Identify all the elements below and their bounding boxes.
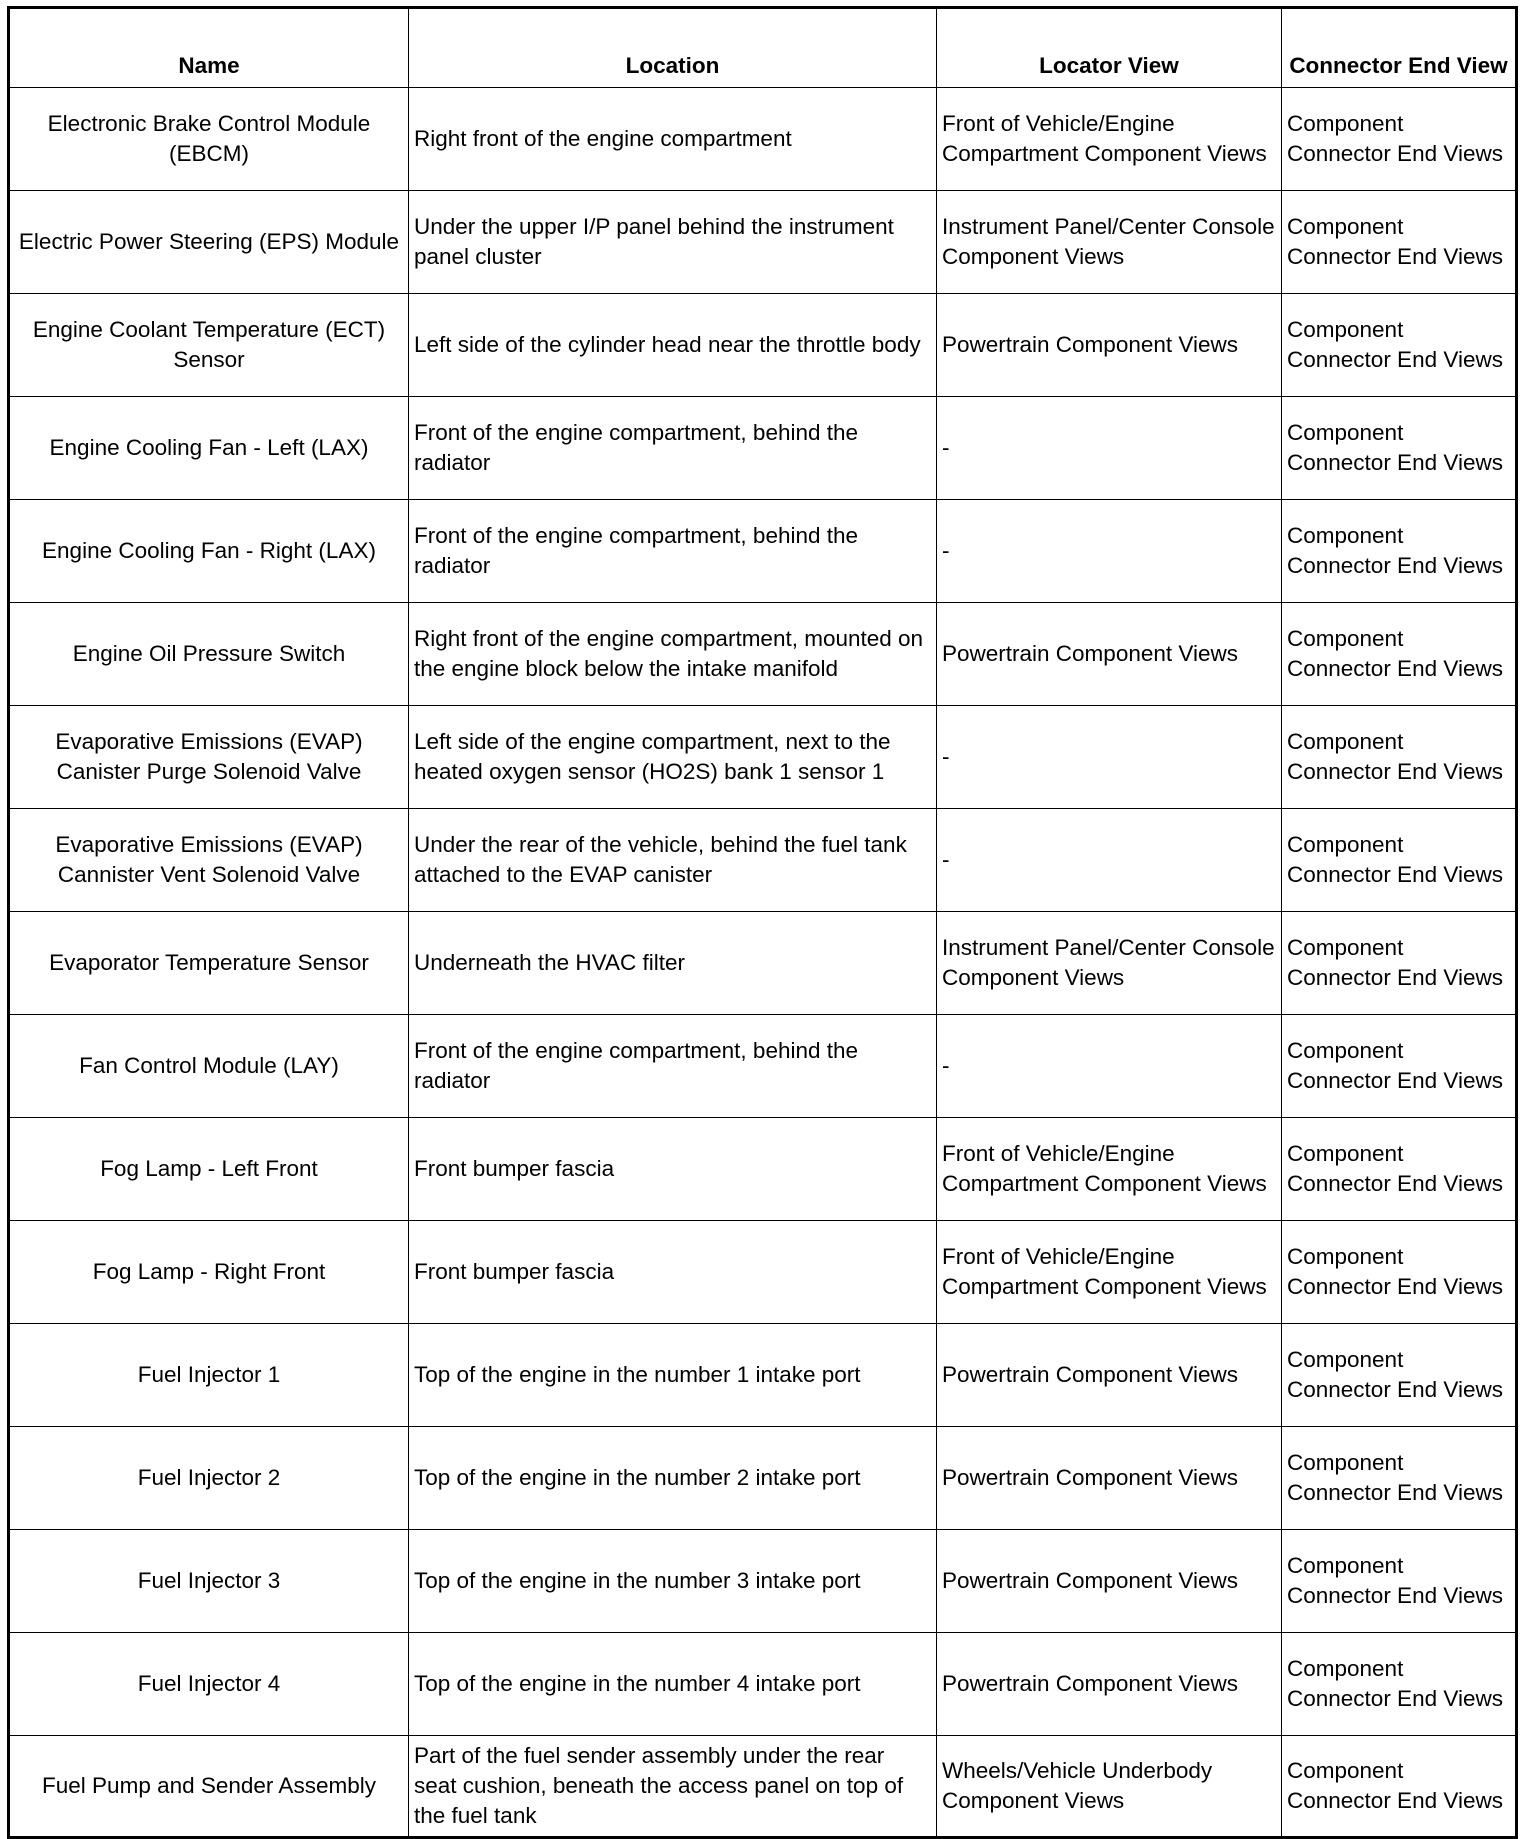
cell-name: Engine Coolant Temperature (ECT) Sensor: [9, 294, 409, 397]
header-locator-view: Locator View: [937, 8, 1282, 88]
header-name: Name: [9, 8, 409, 88]
cell-name: Fuel Injector 3: [9, 1530, 409, 1633]
cell-connector-end-view: Component Connector End Views: [1282, 397, 1517, 500]
cell-connector-end-view: Component Connector End Views: [1282, 1118, 1517, 1221]
table-row: [9, 1221, 1517, 1324]
table-row: [9, 809, 1517, 912]
cell-connector-end-view: Component Connector End Views: [1282, 88, 1517, 191]
cell-name: Electric Power Steering (EPS) Module: [9, 191, 409, 294]
cell-locator-view: -: [937, 500, 1282, 603]
cell-connector-end-view: Component Connector End Views: [1282, 1633, 1517, 1736]
cell-name: Electronic Brake Control Module (EBCM): [9, 88, 409, 191]
cell-connector-end-view: Component Connector End Views: [1282, 1221, 1517, 1324]
cell-location: Left side of the cylinder head near the throttle body: [409, 294, 937, 397]
cell-connector-end-view: Component Connector End Views: [1282, 1530, 1517, 1633]
cell-name: Fog Lamp - Left Front: [9, 1118, 409, 1221]
cell-locator-view: Wheels/Vehicle Underbody Component Views: [937, 1736, 1282, 1838]
cell-locator-view: Front of Vehicle/Engine Compartment Component Views: [937, 1118, 1282, 1221]
cell-location: Front of the engine compartment, behind the radiator: [409, 1015, 937, 1118]
cell-locator-view: Powertrain Component Views: [937, 1633, 1282, 1736]
cell-locator-view: Powertrain Component Views: [937, 603, 1282, 706]
table-row: [9, 1427, 1517, 1530]
cell-locator-view: Instrument Panel/Center Console Component Views: [937, 912, 1282, 1015]
cell-connector-end-view: Component Connector End Views: [1282, 294, 1517, 397]
cell-location: Part of the fuel sender assembly under the rear seat cushion, beneath the access panel on top of the fuel tank: [409, 1736, 937, 1838]
table-row: [9, 397, 1517, 500]
table-row: [9, 191, 1517, 294]
header-location: Location: [409, 8, 937, 88]
table-row: [9, 500, 1517, 603]
cell-locator-view: Powertrain Component Views: [937, 1530, 1282, 1633]
table-row: [9, 1118, 1517, 1221]
cell-name: Fuel Injector 2: [9, 1427, 409, 1530]
cell-connector-end-view: Component Connector End Views: [1282, 912, 1517, 1015]
table-row: [9, 706, 1517, 809]
table-row: [9, 1736, 1517, 1838]
cell-connector-end-view: Component Connector End Views: [1282, 500, 1517, 603]
cell-locator-view: -: [937, 809, 1282, 912]
cell-location: Front bumper fascia: [409, 1221, 937, 1324]
component-locator-table-container: [7, 6, 1515, 1839]
cell-name: Evaporative Emissions (EVAP) Cannister Vent Solenoid Valve: [9, 809, 409, 912]
table-row: [9, 294, 1517, 397]
cell-connector-end-view: Component Connector End Views: [1282, 191, 1517, 294]
cell-name: Engine Cooling Fan - Left (LAX): [9, 397, 409, 500]
cell-locator-view: Front of Vehicle/Engine Compartment Component Views: [937, 1221, 1282, 1324]
cell-connector-end-view: Component Connector End Views: [1282, 809, 1517, 912]
header-row: [9, 8, 1517, 88]
table-row: [9, 1633, 1517, 1736]
cell-location: Front bumper fascia: [409, 1118, 937, 1221]
cell-connector-end-view: Component Connector End Views: [1282, 1015, 1517, 1118]
cell-location: Front of the engine compartment, behind the radiator: [409, 397, 937, 500]
table-row: [9, 603, 1517, 706]
cell-name: Fuel Pump and Sender Assembly: [9, 1736, 409, 1838]
cell-locator-view: Powertrain Component Views: [937, 1324, 1282, 1427]
cell-name: Fan Control Module (LAY): [9, 1015, 409, 1118]
cell-location: Top of the engine in the number 1 intake port: [409, 1324, 937, 1427]
table-header: [9, 8, 1517, 88]
cell-name: Fog Lamp - Right Front: [9, 1221, 409, 1324]
cell-location: Front of the engine compartment, behind the radiator: [409, 500, 937, 603]
cell-locator-view: -: [937, 706, 1282, 809]
cell-locator-view: Powertrain Component Views: [937, 294, 1282, 397]
cell-name: Fuel Injector 1: [9, 1324, 409, 1427]
table-row: [9, 1015, 1517, 1118]
cell-location: Top of the engine in the number 4 intake port: [409, 1633, 937, 1736]
table-row: [9, 1530, 1517, 1633]
cell-location: Right front of the engine compartment, mounted on the engine block below the intake manifold: [409, 603, 937, 706]
cell-locator-view: Powertrain Component Views: [937, 1427, 1282, 1530]
cell-name: Evaporative Emissions (EVAP) Canister Purge Solenoid Valve: [9, 706, 409, 809]
cell-location: Top of the engine in the number 3 intake port: [409, 1530, 937, 1633]
cell-name: Fuel Injector 4: [9, 1633, 409, 1736]
cell-connector-end-view: Component Connector End Views: [1282, 1736, 1517, 1838]
table-row: [9, 88, 1517, 191]
cell-location: Under the rear of the vehicle, behind the fuel tank attached to the EVAP canister: [409, 809, 937, 912]
cell-locator-view: -: [937, 397, 1282, 500]
cell-location: Underneath the HVAC filter: [409, 912, 937, 1015]
cell-connector-end-view: Component Connector End Views: [1282, 1324, 1517, 1427]
table-row: [9, 1324, 1517, 1427]
cell-connector-end-view: Component Connector End Views: [1282, 1427, 1517, 1530]
cell-location: Right front of the engine compartment: [409, 88, 937, 191]
cell-name: Engine Cooling Fan - Right (LAX): [9, 500, 409, 603]
component-locator-table: [7, 6, 1518, 1839]
cell-locator-view: Front of Vehicle/Engine Compartment Component Views: [937, 88, 1282, 191]
table-row: [9, 912, 1517, 1015]
cell-locator-view: -: [937, 1015, 1282, 1118]
cell-connector-end-view: Component Connector End Views: [1282, 603, 1517, 706]
cell-location: Left side of the engine compartment, next to the heated oxygen sensor (HO2S) bank 1 sensor 1: [409, 706, 937, 809]
table-body: [9, 88, 1517, 1838]
cell-location: Top of the engine in the number 2 intake port: [409, 1427, 937, 1530]
cell-location: Under the upper I/P panel behind the instrument panel cluster: [409, 191, 937, 294]
cell-connector-end-view: Component Connector End Views: [1282, 706, 1517, 809]
cell-name: Engine Oil Pressure Switch: [9, 603, 409, 706]
cell-locator-view: Instrument Panel/Center Console Component Views: [937, 191, 1282, 294]
cell-name: Evaporator Temperature Sensor: [9, 912, 409, 1015]
header-connector-end-view: Connector End View: [1282, 8, 1517, 88]
